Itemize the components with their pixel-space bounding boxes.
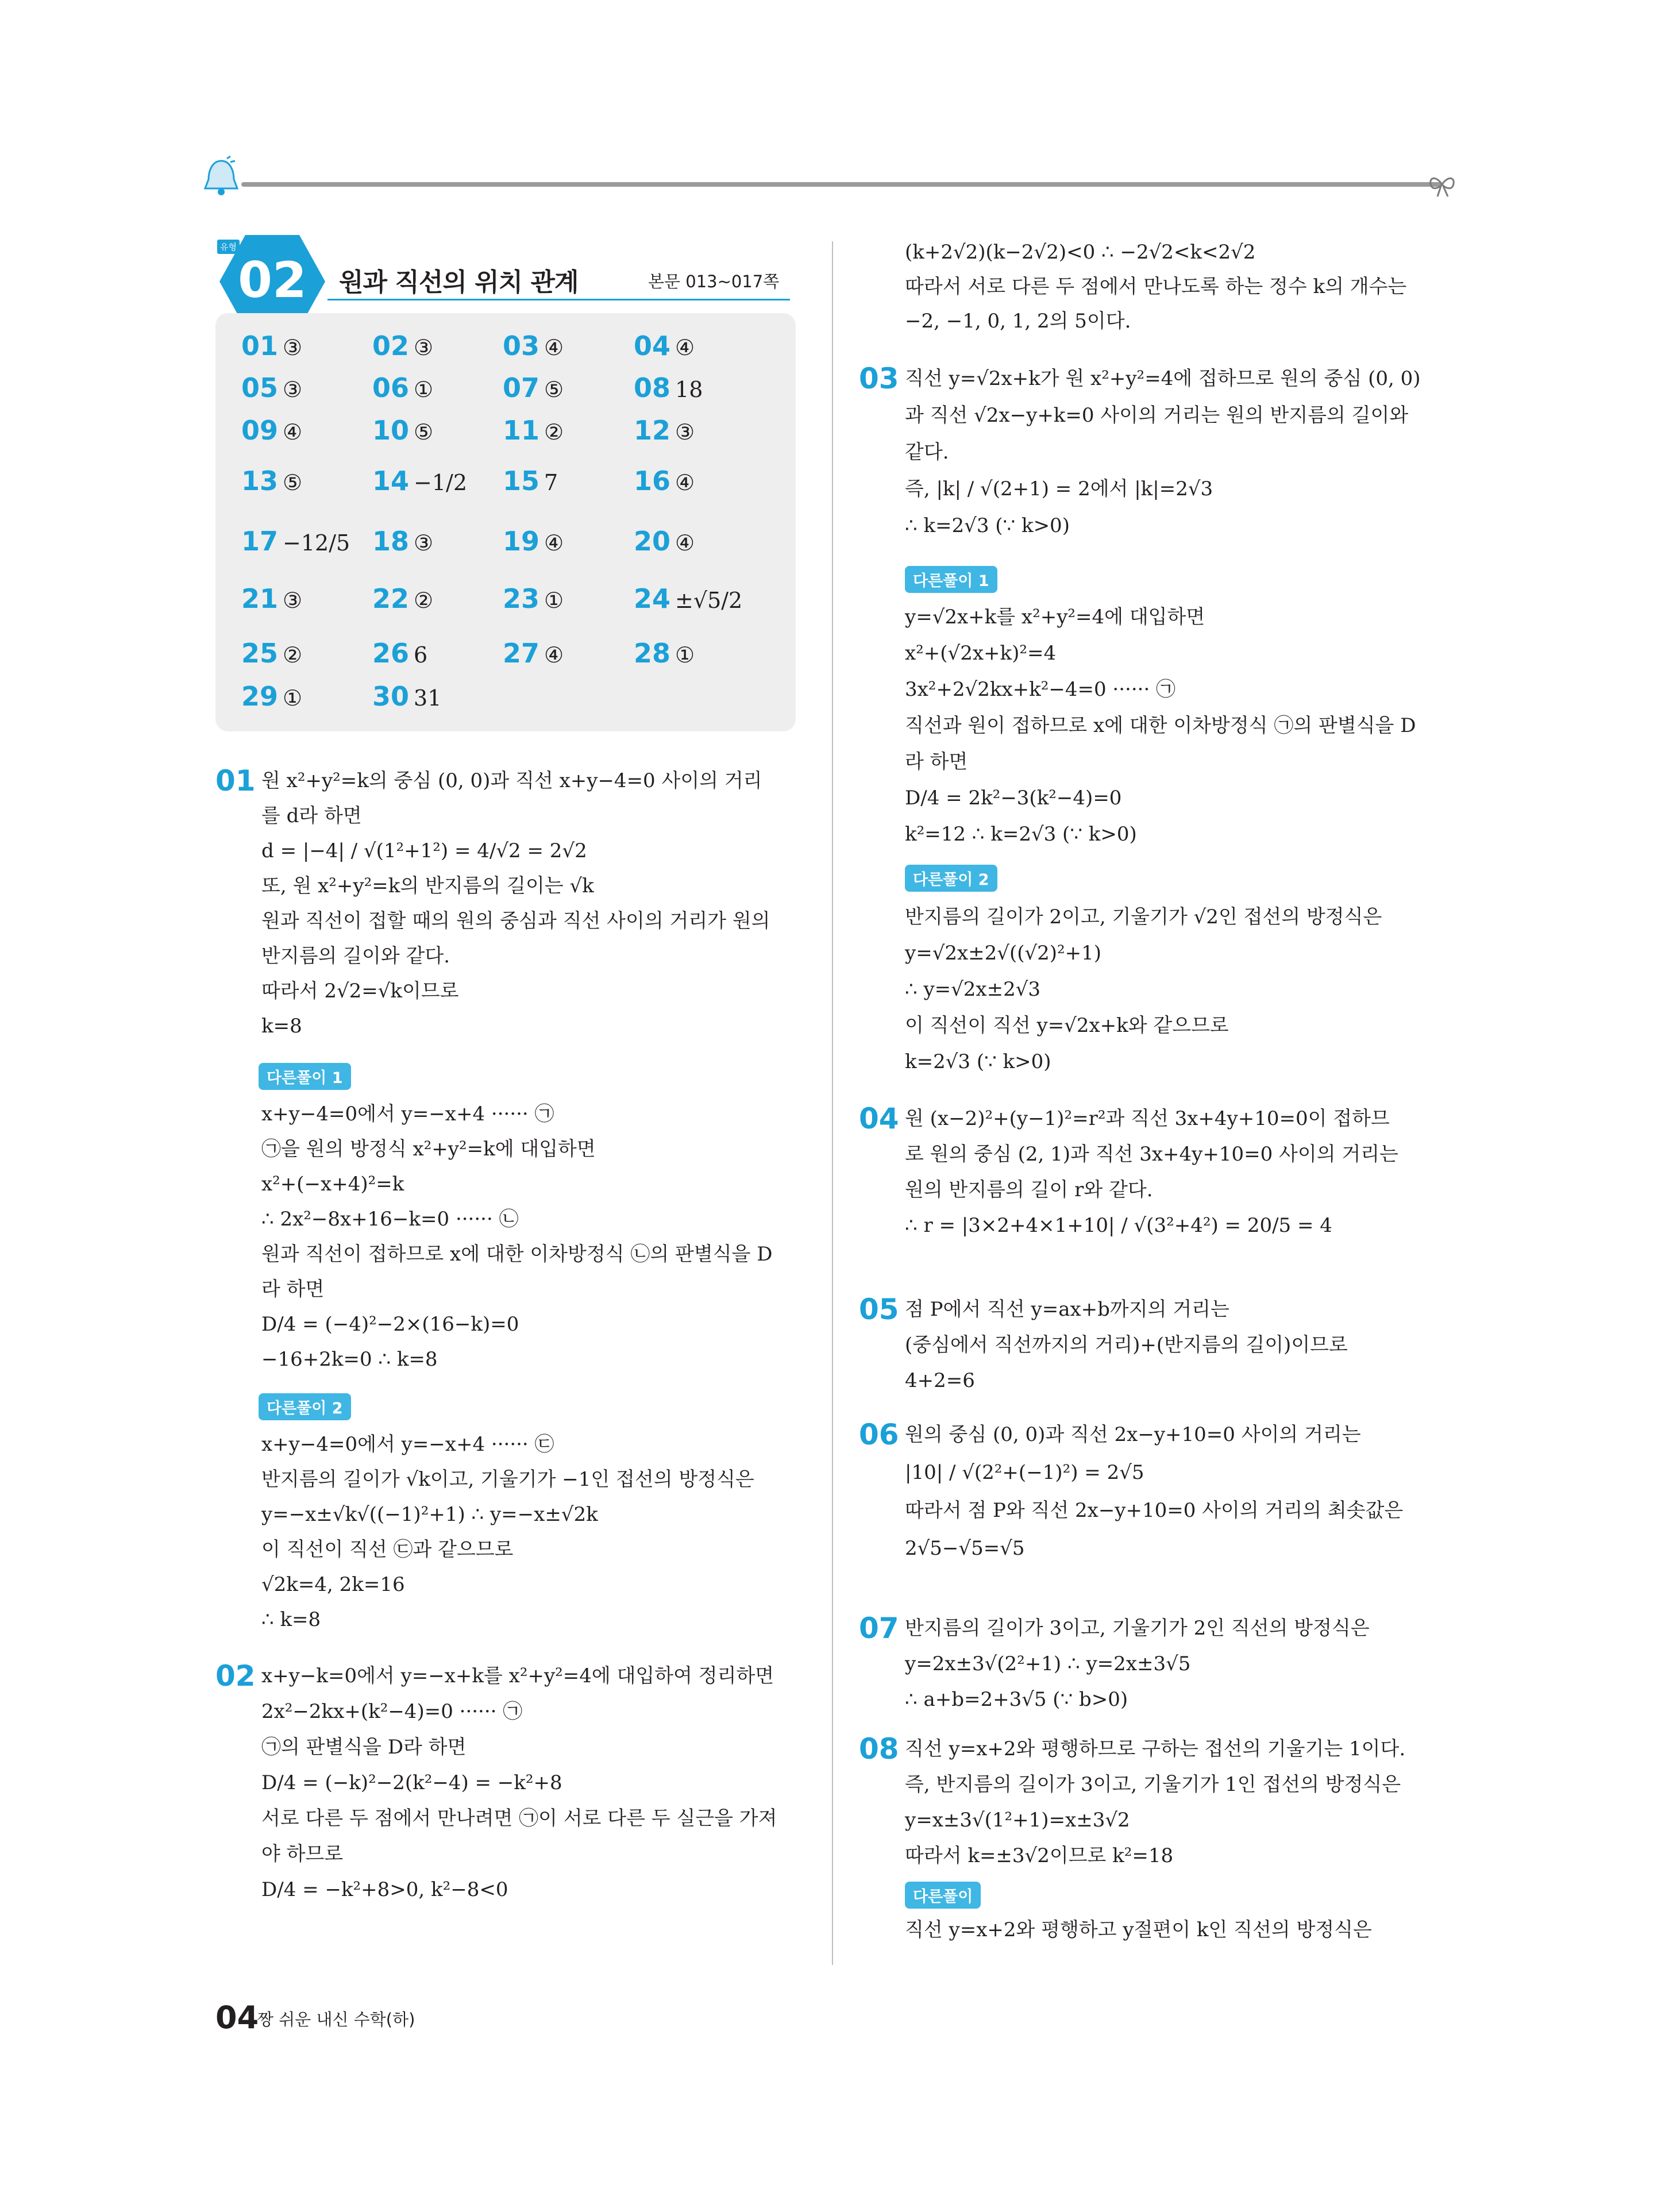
answer-value: ③ — [675, 419, 695, 445]
answer-number: 09 — [241, 415, 279, 446]
question-number: 02 — [215, 1659, 256, 1693]
question-number: 01 — [215, 764, 256, 797]
alt-solution-badge: 다른풀이 2 — [259, 1393, 351, 1420]
solution-line: 4+2=6 — [905, 1369, 975, 1392]
solution-line: |10| / √(2²+(−1)²) = 2√5 — [905, 1461, 1144, 1484]
answer-item — [241, 681, 302, 712]
solution-line: D/4 = (−4)²−2×(16−k)=0 — [261, 1313, 519, 1336]
solution-line: √2k=4, 2k=16 — [261, 1573, 405, 1596]
ribbon-bow-icon — [1425, 171, 1459, 198]
answer-item — [372, 526, 433, 557]
solution-line: 따라서 점 P와 직선 2x−y+10=0 사이의 거리의 최솟값은 — [905, 1499, 1404, 1522]
answer-number: 29 — [241, 681, 279, 712]
solution-line: y=√2x±2√((√2)²+1) — [905, 942, 1102, 965]
solution-line: 로 원의 중심 (2, 1)과 직선 3x+4y+10=0 사이의 거리는 — [905, 1143, 1398, 1166]
question-number: 06 — [859, 1418, 899, 1451]
solution-line: −2, −1, 0, 1, 2의 5이다. — [905, 310, 1131, 333]
answer-number: 03 — [503, 330, 540, 361]
answer-item — [503, 465, 558, 496]
solution-line: k=8 — [261, 1015, 302, 1038]
answer-item — [634, 638, 695, 669]
solution-line: k²=12 ∴ k=2√3 (∵ k>0) — [905, 823, 1137, 846]
answer-item — [241, 583, 302, 614]
answer-number: 22 — [372, 583, 410, 614]
answer-value: ⑤ — [544, 377, 564, 402]
answer-item — [241, 330, 302, 361]
answer-value: ③ — [283, 335, 303, 360]
answer-value: ③ — [283, 377, 303, 402]
answer-value: ⑤ — [283, 470, 303, 495]
answer-number: 19 — [503, 526, 540, 557]
answer-number: 13 — [241, 465, 279, 496]
answer-value: 31 — [414, 685, 442, 711]
solution-line: 원의 중심 (0, 0)과 직선 2x−y+10=0 사이의 거리는 — [905, 1423, 1361, 1446]
solution-line: ∴ r = |3×2+4×1+10| / √(3²+4²) = 20/5 = 4 — [905, 1214, 1332, 1237]
solution-line: 원 (x−2)²+(y−1)²=r²과 직선 3x+4y+10=0이 접하므 — [905, 1107, 1390, 1130]
solution-line: 를 d라 하면 — [261, 804, 362, 827]
answer-value: 18 — [675, 377, 703, 402]
alt-solution-badge: 다른풀이 1 — [259, 1063, 351, 1090]
solution-line: 서로 다른 두 점에서 만나려면 ㉠이 서로 다른 두 실근을 가져 — [261, 1807, 777, 1830]
answer-item — [634, 583, 742, 614]
answer-item — [372, 465, 467, 496]
answer-item — [241, 372, 302, 403]
answer-number: 14 — [372, 465, 410, 496]
answer-number: 28 — [634, 638, 671, 669]
answer-number: 24 — [634, 583, 671, 614]
answer-number: 05 — [241, 372, 279, 403]
answer-number: 12 — [634, 415, 671, 446]
solution-line: 원 x²+y²=k의 중심 (0, 0)과 직선 x+y−4=0 사이의 거리 — [261, 769, 762, 792]
answer-value: ① — [414, 377, 434, 402]
book-title: 짱 쉬운 내신 수학(하) — [257, 2010, 415, 2029]
solution-line: 같다. — [905, 441, 949, 464]
solution-line: 과 직선 √2x−y+k=0 사이의 거리는 원의 반지름의 길이와 — [905, 404, 1409, 427]
answer-number: 04 — [634, 330, 671, 361]
solution-line: ㉠의 판별식을 D라 하면 — [261, 1736, 467, 1759]
answer-item — [241, 526, 350, 557]
answer-item — [503, 415, 564, 446]
page-reference: 본문 013~017쪽 — [648, 272, 780, 291]
solution-line: ㉠을 원의 방정식 x²+y²=k에 대입하면 — [261, 1138, 596, 1161]
answer-number: 16 — [634, 465, 671, 496]
answer-item — [634, 415, 695, 446]
answer-value: ③ — [414, 335, 434, 360]
solution-line: 반지름의 길이가 2이고, 기울기가 √2인 접선의 방정식은 — [905, 905, 1382, 928]
solution-line: x²+(√2x+k)²=4 — [905, 642, 1057, 665]
answer-number: 11 — [503, 415, 540, 446]
solution-line: ∴ k=8 — [261, 1608, 321, 1631]
solution-line: 라 하면 — [905, 750, 968, 773]
solution-line: x+y−4=0에서 y=−x+4 ······ ㉠ — [261, 1103, 554, 1126]
solution-line: 원과 직선이 접하므로 x에 대한 이차방정식 ㉡의 판별식을 D — [261, 1243, 773, 1266]
solution-line: 2√5−√5=√5 — [905, 1537, 1025, 1560]
solution-line: 반지름의 길이가 3이고, 기울기가 2인 직선의 방정식은 — [905, 1617, 1370, 1640]
answer-value: 6 — [414, 642, 428, 668]
solution-line: x+y−4=0에서 y=−x+4 ······ ㉢ — [261, 1433, 554, 1456]
answer-number: 08 — [634, 372, 671, 403]
answer-value: −12/5 — [283, 530, 350, 556]
answer-item — [372, 583, 433, 614]
answer-item — [503, 583, 564, 614]
page-number: 04 — [215, 1999, 259, 2036]
answer-value: ④ — [283, 419, 303, 445]
answer-value: ① — [544, 588, 564, 613]
solution-line: 라 하면 — [261, 1278, 325, 1301]
question-number: 05 — [859, 1293, 899, 1326]
answer-number: 15 — [503, 465, 540, 496]
answer-value: ③ — [283, 588, 303, 613]
question-number: 03 — [859, 362, 899, 395]
answer-item — [372, 681, 441, 712]
solution-line: 직선과 원이 접하므로 x에 대한 이차방정식 ㉠의 판별식을 D — [905, 714, 1416, 737]
solution-line: ∴ k=2√3 (∵ k>0) — [905, 514, 1070, 537]
question-number: 04 — [859, 1102, 899, 1135]
answer-item — [372, 415, 433, 446]
solution-line: 원의 반지름의 길이 r와 같다. — [905, 1178, 1153, 1201]
answer-item — [372, 330, 433, 361]
answer-value: ④ — [675, 335, 695, 360]
question-number: 07 — [859, 1612, 899, 1645]
answer-value: ④ — [544, 530, 564, 556]
answer-item — [503, 526, 564, 557]
solution-line: 야 하므로 — [261, 1843, 344, 1866]
alt-solution-badge: 다른풀이 — [905, 1882, 981, 1909]
solution-line: (k+2√2)(k−2√2)<0 ∴ −2√2<k<2√2 — [905, 241, 1256, 264]
solution-line: D/4 = −k²+8>0, k²−8<0 — [261, 1878, 508, 1901]
solution-line: 따라서 k=±3√2이므로 k²=18 — [905, 1844, 1174, 1867]
answer-number: 02 — [372, 330, 410, 361]
answer-item — [503, 330, 564, 361]
answer-value: 7 — [544, 470, 558, 495]
answer-value: ±√5/2 — [675, 588, 743, 613]
answer-number: 27 — [503, 638, 540, 669]
answer-value: ④ — [544, 335, 564, 360]
answer-number: 18 — [372, 526, 410, 557]
answer-item — [634, 526, 695, 557]
solution-line: 직선 y=x+2와 평행하고 y절편이 k인 직선의 방정식은 — [905, 1918, 1372, 1941]
answer-item — [372, 638, 427, 669]
answer-value: ② — [283, 642, 303, 668]
solution-line: 반지름의 길이와 같다. — [261, 945, 450, 968]
solution-line: 이 직선이 직선 y=√2x+k와 같으므로 — [905, 1014, 1229, 1037]
solution-line: y=√2x+k를 x²+y²=4에 대입하면 — [905, 606, 1205, 629]
answer-value: −1/2 — [414, 470, 468, 495]
solution-line: D/4 = 2k²−3(k²−4)=0 — [905, 787, 1122, 810]
answer-value: ④ — [544, 642, 564, 668]
section-number: 02 — [238, 252, 307, 309]
answer-value: ⑤ — [414, 419, 434, 445]
answer-item — [241, 465, 302, 496]
answer-value: ② — [414, 588, 434, 613]
answer-number: 26 — [372, 638, 410, 669]
alt-solution-badge: 다른풀이 2 — [905, 865, 997, 892]
answer-number: 17 — [241, 526, 279, 557]
answer-value: ④ — [675, 530, 695, 556]
answer-value: ② — [544, 419, 564, 445]
answer-value: ① — [675, 642, 695, 668]
solution-line: k=2√3 (∵ k>0) — [905, 1050, 1051, 1073]
answer-number: 20 — [634, 526, 671, 557]
answer-number: 23 — [503, 583, 540, 614]
solution-line: (중심에서 직선까지의 거리)+(반지름의 길이)이므로 — [905, 1334, 1348, 1357]
solution-line: d = |−4| / √(1²+1²) = 4/√2 = 2√2 — [261, 839, 587, 862]
section-type-tag: 유형 — [217, 240, 240, 254]
solution-line: 3x²+2√2kx+k²−4=0 ······ ㉠ — [905, 678, 1176, 701]
answer-item — [241, 638, 302, 669]
answer-item — [372, 372, 433, 403]
answer-item — [634, 465, 695, 496]
solution-line: 2x²−2kx+(k²−4)=0 ······ ㉠ — [261, 1700, 523, 1723]
answer-number: 10 — [372, 415, 410, 446]
solution-line: 점 P에서 직선 y=ax+b까지의 거리는 — [905, 1298, 1229, 1321]
solution-line: ∴ 2x²−8x+16−k=0 ······ ㉡ — [261, 1208, 519, 1231]
solution-line: x+y−k=0에서 y=−x+k를 x²+y²=4에 대입하여 정리하면 — [261, 1664, 774, 1687]
solution-line: 또, 원 x²+y²=k의 반지름의 길이는 √k — [261, 874, 594, 897]
solution-line: 원과 직선이 접할 때의 원의 중심과 직선 사이의 거리가 원의 — [261, 910, 770, 932]
answer-number: 21 — [241, 583, 279, 614]
solution-line: ∴ a+b=2+3√5 (∵ b>0) — [905, 1688, 1128, 1711]
solution-line: 즉, |k| / √(2+1) = 2에서 |k|=2√3 — [905, 477, 1213, 500]
section-title: 원과 직선의 위치 관계 — [339, 268, 579, 297]
answer-number: 25 — [241, 638, 279, 669]
answer-number: 01 — [241, 330, 279, 361]
bell-icon — [198, 154, 244, 200]
solution-line: D/4 = (−k)²−2(k²−4) = −k²+8 — [261, 1771, 562, 1794]
answer-item — [241, 415, 302, 446]
answer-item — [634, 330, 695, 361]
question-number: 08 — [859, 1732, 899, 1766]
answer-number: 07 — [503, 372, 540, 403]
answer-item — [634, 372, 703, 403]
solution-line: x²+(−x+4)²=k — [261, 1173, 404, 1196]
solution-line: 직선 y=√2x+k가 원 x²+y²=4에 접하므로 원의 중심 (0, 0) — [905, 367, 1421, 390]
answer-number: 30 — [372, 681, 410, 712]
answer-value: ③ — [414, 530, 434, 556]
answer-value: ④ — [675, 470, 695, 495]
answer-item — [503, 638, 564, 669]
solution-line: ∴ y=√2x±2√3 — [905, 978, 1041, 1001]
solution-line: y=x±3√(1²+1)=x±3√2 — [905, 1809, 1130, 1832]
solution-line: 즉, 반지름의 길이가 3이고, 기울기가 1인 접선의 방정식은 — [905, 1773, 1401, 1796]
alt-solution-badge: 다른풀이 1 — [905, 566, 997, 593]
solution-line: 따라서 2√2=√k이므로 — [261, 980, 459, 1003]
solution-line: −16+2k=0 ∴ k=8 — [261, 1348, 438, 1371]
answer-item — [503, 372, 564, 403]
header-underline — [327, 299, 790, 300]
solution-line: 반지름의 길이가 √k이고, 기울기가 −1인 접선의 방정식은 — [261, 1468, 754, 1491]
solution-line: 이 직선이 직선 ㉢과 같으므로 — [261, 1538, 514, 1561]
top-decorative-rule — [241, 182, 1442, 187]
solution-line: y=−x±√k√((−1)²+1) ∴ y=−x±√2k — [261, 1503, 598, 1526]
answer-value: ① — [283, 685, 303, 711]
solution-line: 따라서 서로 다른 두 점에서 만나도록 하는 정수 k의 개수는 — [905, 275, 1407, 298]
column-divider — [832, 241, 833, 1965]
solution-line: 직선 y=x+2와 평행하므로 구하는 접선의 기울기는 1이다. — [905, 1737, 1406, 1760]
solution-line: y=2x±3√(2²+1) ∴ y=2x±3√5 — [905, 1652, 1191, 1675]
answer-number: 06 — [372, 372, 410, 403]
